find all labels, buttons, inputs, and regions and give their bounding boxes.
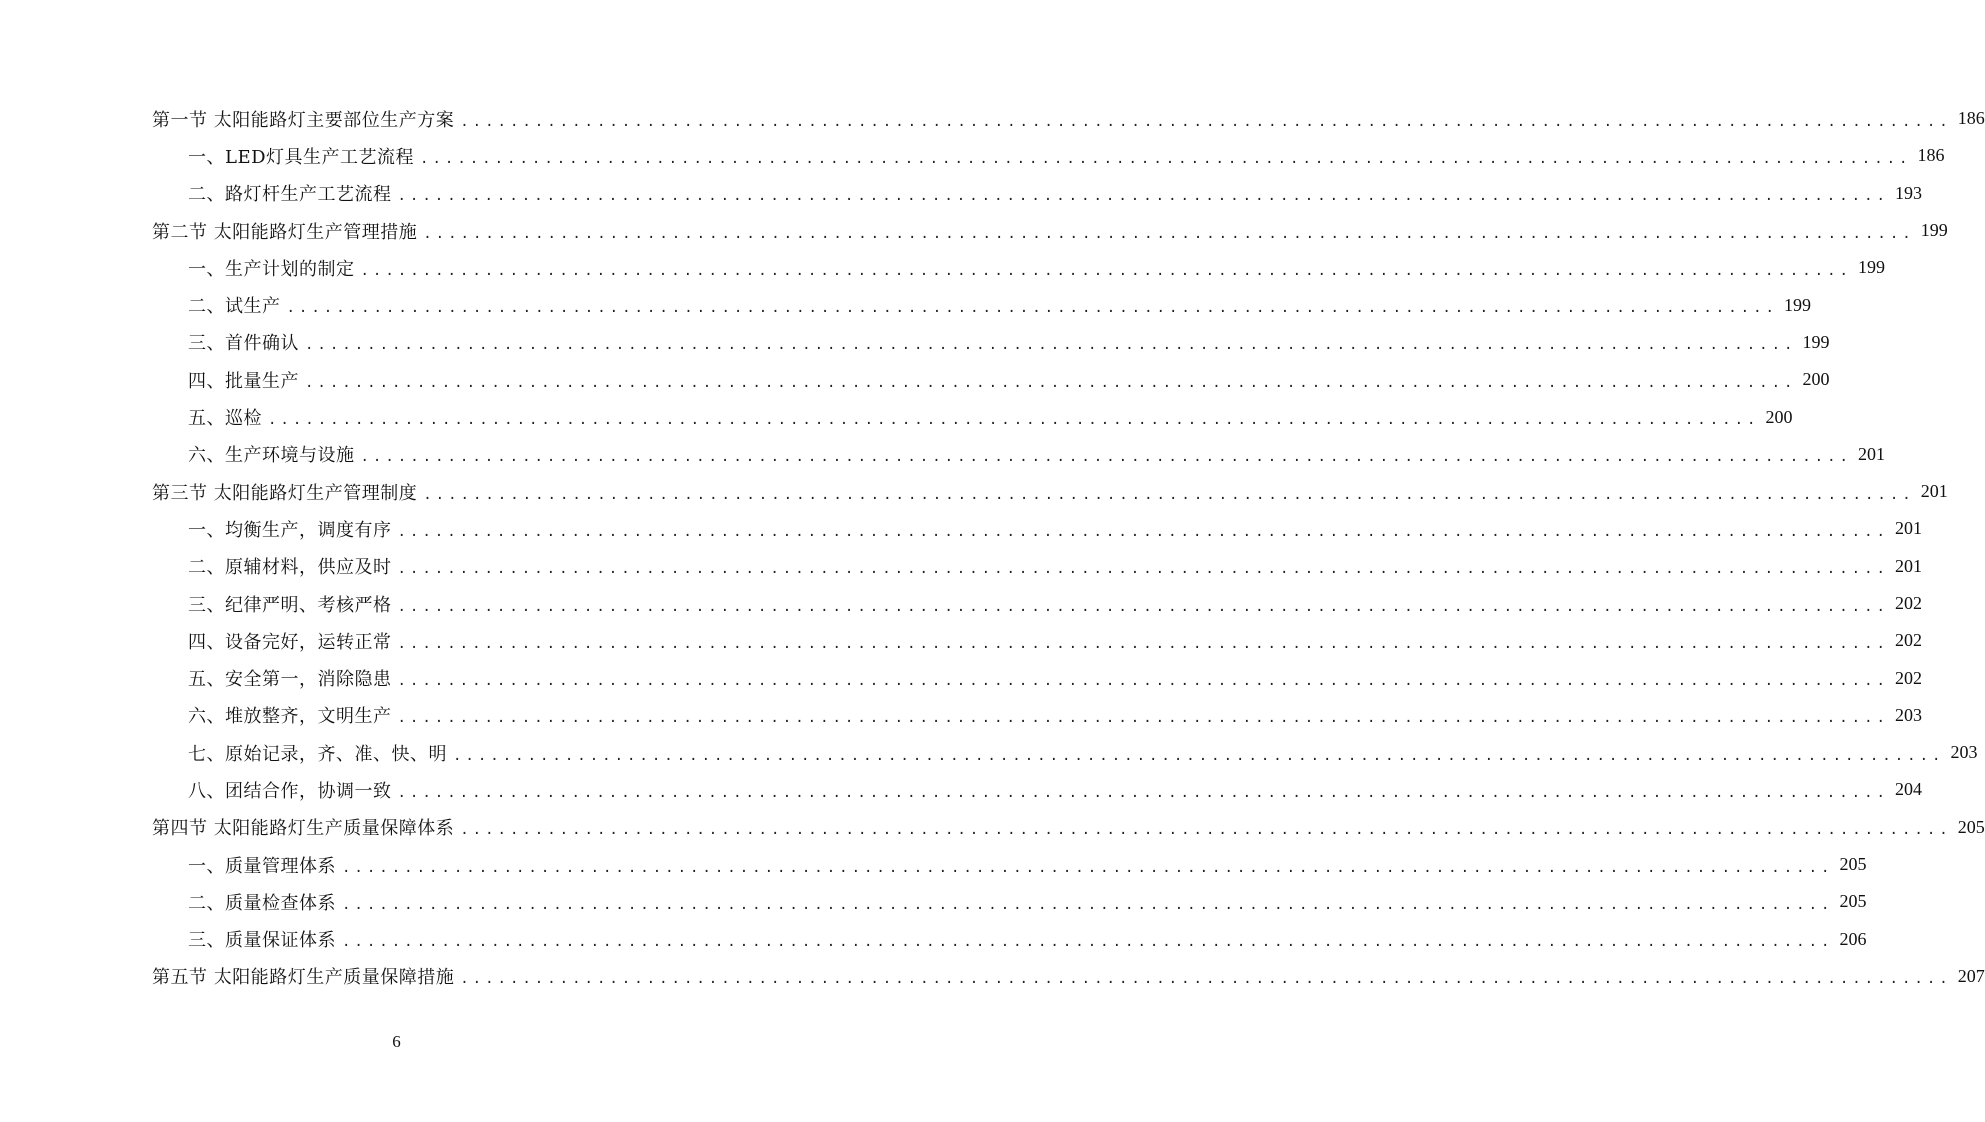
toc-entry-label: 二、原辅材料，供应及时 bbox=[188, 557, 392, 579]
dot-leader: ........................................................................................................................ bbox=[286, 300, 1778, 317]
toc-entry-page: 202 bbox=[1894, 593, 1922, 613]
toc-entry-label: 一、质量管理体系 bbox=[188, 855, 336, 877]
toc-subsection-entry[interactable] bbox=[0, 398, 1793, 435]
toc-entry-page: 199 bbox=[1783, 294, 1811, 315]
toc-entry-page: 202 bbox=[1894, 667, 1922, 688]
toc-entry-page: 199 bbox=[1802, 331, 1830, 352]
dot-leader: ........................................................................................................................ bbox=[342, 859, 1834, 876]
toc-section-entry[interactable] bbox=[0, 100, 1985, 137]
toc-entry-page: 205 bbox=[1839, 891, 1867, 912]
dot-leader: ........................................................................................................................ bbox=[420, 150, 1912, 167]
dot-leader: ........................................................................................................................ bbox=[460, 971, 1952, 988]
page-number: 6 bbox=[392, 1032, 401, 1051]
toc-entry-page: 203 bbox=[1894, 704, 1922, 725]
toc-subsection-entry[interactable] bbox=[0, 361, 1830, 398]
toc-subsection-entry[interactable] bbox=[0, 510, 1922, 547]
toc-subsection-entry[interactable] bbox=[0, 548, 1922, 585]
toc-entry-page: 201 bbox=[1920, 481, 1948, 502]
dot-leader: ........................................................................................................................ bbox=[460, 113, 1952, 130]
toc-entry-label: 八、团结合作，协调一致 bbox=[188, 780, 392, 802]
dot-leader: ........................................................................................................................ bbox=[453, 747, 1945, 764]
toc-entry-page: 202 bbox=[1894, 630, 1922, 651]
toc-entry-label: 第三节 太阳能路灯生产管理制度 bbox=[152, 482, 418, 504]
toc-entry-label: 四、设备完好，运转正常 bbox=[188, 631, 392, 653]
toc-entry-label: 一、生产计划的制定 bbox=[188, 258, 355, 280]
toc-subsection-entry[interactable] bbox=[0, 659, 1922, 696]
dot-leader: ........................................................................................................................ bbox=[397, 188, 1889, 205]
dot-leader: ........................................................................................................................ bbox=[397, 523, 1889, 540]
toc-entry-page: 186 bbox=[1917, 145, 1945, 166]
toc-entry-page: 201 bbox=[1857, 443, 1885, 464]
toc-entry-label: 五、巡检 bbox=[188, 408, 262, 430]
toc-entry-label: 第四节 太阳能路灯生产质量保障体系 bbox=[152, 818, 455, 840]
toc-entry-page: 199 bbox=[1857, 257, 1885, 278]
toc-entry-page: 205 bbox=[1839, 854, 1867, 875]
toc-entry-page: 205 bbox=[1957, 816, 1985, 837]
toc-entry-label: 六、生产环境与设施 bbox=[188, 445, 355, 467]
toc-entry-page: 203 bbox=[1950, 742, 1978, 763]
toc-entry-page: 207 bbox=[1957, 965, 1985, 986]
dot-leader: ........................................................................................................................ bbox=[360, 449, 1852, 466]
toc-entry-label: 二、质量检查体系 bbox=[188, 892, 336, 914]
toc-subsection-entry[interactable] bbox=[0, 175, 1922, 212]
toc-entry-label: 三、质量保证体系 bbox=[188, 930, 336, 952]
dot-leader: ........................................................................................................................ bbox=[305, 374, 1797, 391]
toc-entry-label: 一、LED灯具生产工艺流程 bbox=[188, 146, 415, 168]
toc-subsection-entry[interactable] bbox=[0, 585, 1922, 622]
dot-leader: ........................................................................................................................ bbox=[423, 486, 1915, 503]
toc-entry-page: 186 bbox=[1957, 108, 1985, 129]
dot-leader: ........................................................................................................................ bbox=[397, 635, 1889, 652]
dot-leader: ........................................................................................................................ bbox=[397, 710, 1889, 727]
dot-leader: ........................................................................................................................ bbox=[268, 412, 1760, 429]
toc-subsection-entry[interactable] bbox=[0, 846, 1867, 883]
toc-subsection-entry[interactable] bbox=[0, 734, 1978, 771]
dot-leader: ........................................................................................................................ bbox=[342, 896, 1834, 913]
toc-entry-page: 200 bbox=[1802, 369, 1830, 390]
toc-subsection-entry[interactable] bbox=[0, 436, 1885, 473]
toc-entry-page: 204 bbox=[1894, 779, 1922, 800]
dot-leader: ........................................................................................................................ bbox=[397, 673, 1889, 690]
toc-entry-label: 第一节 太阳能路灯主要部位生产方案 bbox=[152, 109, 455, 131]
dot-leader: ........................................................................................................................ bbox=[305, 337, 1797, 354]
toc-section-entry[interactable] bbox=[0, 809, 1985, 846]
toc-section-entry[interactable] bbox=[0, 473, 1948, 510]
toc-subsection-entry[interactable] bbox=[0, 771, 1922, 808]
toc-entry-page: 206 bbox=[1839, 928, 1867, 949]
dot-leader: ........................................................................................................................ bbox=[423, 225, 1915, 242]
dot-leader: ........................................................................................................................ bbox=[342, 934, 1834, 951]
toc-entry-label: 二、试生产 bbox=[188, 296, 281, 318]
table-of-contents bbox=[0, 100, 1985, 995]
toc-entry-page: 201 bbox=[1894, 555, 1922, 576]
toc-entry-label: 七、原始记录，齐、准、快、明 bbox=[188, 743, 447, 765]
dot-leader: ........................................................................................................................ bbox=[397, 561, 1889, 578]
toc-subsection-entry[interactable] bbox=[0, 883, 1867, 920]
toc-entry-label: 三、首件确认 bbox=[188, 333, 299, 355]
toc-entry-label: 第五节 太阳能路灯生产质量保障措施 bbox=[152, 967, 455, 989]
toc-subsection-entry[interactable] bbox=[0, 324, 1830, 361]
toc-subsection-entry[interactable] bbox=[0, 137, 1945, 174]
toc-entry-label: 二、路灯杆生产工艺流程 bbox=[188, 184, 392, 206]
toc-entry-label: 四、批量生产 bbox=[188, 370, 299, 392]
toc-entry-page: 199 bbox=[1920, 220, 1948, 241]
dot-leader: ........................................................................................................................ bbox=[360, 262, 1852, 279]
toc-entry-label: 五、安全第一，消除隐患 bbox=[188, 669, 392, 691]
dot-leader: ........................................................................................................................ bbox=[397, 784, 1889, 801]
toc-subsection-entry[interactable] bbox=[0, 249, 1885, 286]
toc-entry-page: 200 bbox=[1765, 406, 1793, 427]
toc-subsection-entry[interactable] bbox=[0, 697, 1922, 734]
toc-entry-label: 第二节 太阳能路灯生产管理措施 bbox=[152, 221, 418, 243]
dot-leader: ........................................................................................................................ bbox=[460, 822, 1952, 839]
dot-leader: ........................................................................................................................ bbox=[397, 598, 1889, 615]
toc-entry-page: 201 bbox=[1894, 518, 1922, 539]
toc-entry-label: 六、堆放整齐，文明生产 bbox=[188, 706, 392, 728]
toc-section-entry[interactable] bbox=[0, 212, 1948, 249]
toc-subsection-entry[interactable] bbox=[0, 286, 1811, 323]
toc-subsection-entry[interactable] bbox=[0, 921, 1867, 958]
toc-entry-page: 193 bbox=[1894, 182, 1922, 203]
toc-entry-label: 一、均衡生产，调度有序 bbox=[188, 519, 392, 541]
toc-subsection-entry[interactable] bbox=[0, 622, 1922, 659]
toc-section-entry[interactable] bbox=[0, 958, 1985, 995]
toc-entry-label: 三、纪律严明、考核严格 bbox=[188, 594, 392, 616]
